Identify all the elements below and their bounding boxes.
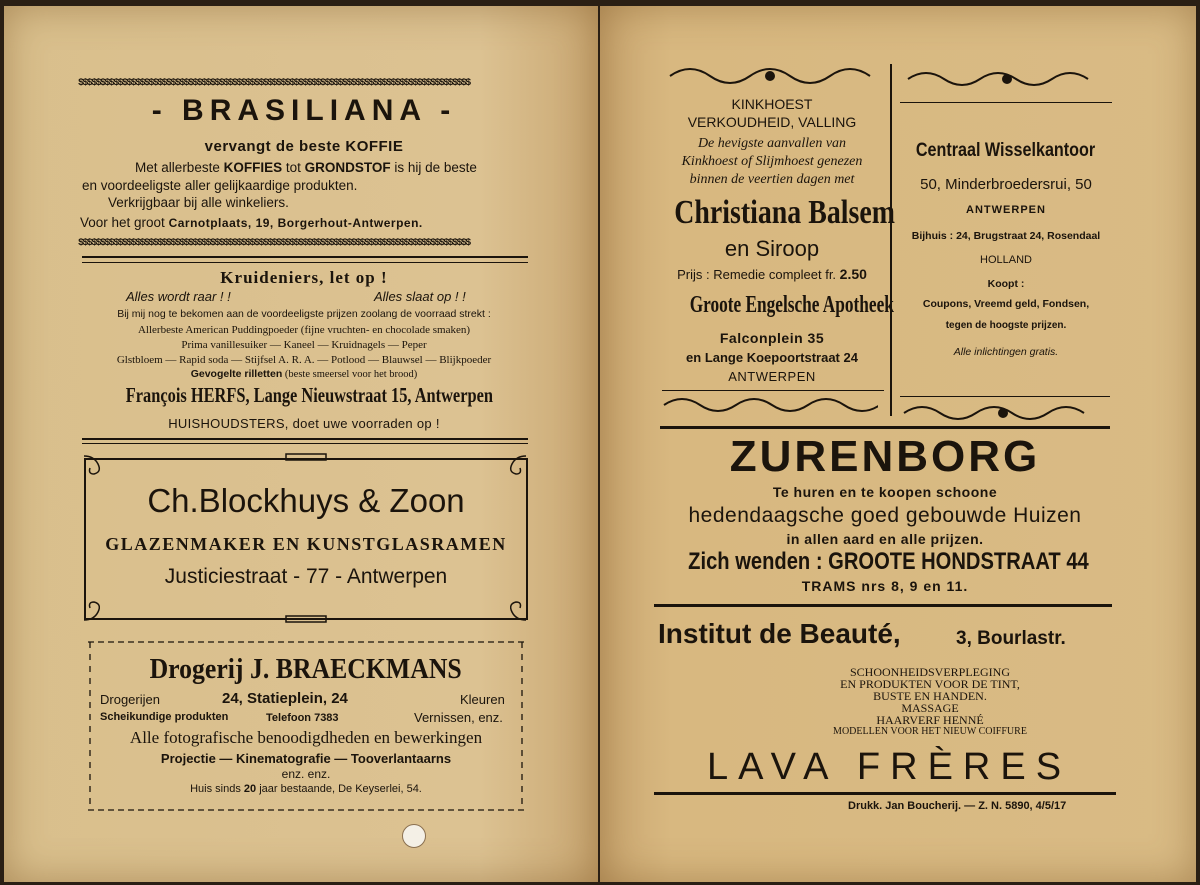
braeckmans-row1-right: Kleuren <box>460 692 505 707</box>
wissel-country: HOLLAND <box>980 254 1032 266</box>
brasiliana-line2: en voordeeligste aller gelijkaardige produkten. <box>82 178 358 193</box>
wissel-prices: tegen de hoogste prijzen. <box>945 320 1067 331</box>
scroll-ornament-icon <box>904 68 1110 90</box>
braeckmans-row2-right: Vernissen, enz. <box>414 710 503 725</box>
balsem-brand: Christiana Balsem <box>674 194 895 231</box>
brasiliana-line3: Verkrijgbaar bij alle winkeliers. <box>108 195 289 210</box>
wissel-address: 50, Minderbroedersrui, 50 <box>920 176 1092 193</box>
beaute-address: 3, Bourlastr. <box>956 628 1066 649</box>
divider <box>660 426 1110 429</box>
zurenborg-title: ZURENBORG <box>729 432 1041 481</box>
divider <box>654 604 1112 607</box>
herfs-name: François HERFS, Lange Nieuwstraat 15, Antwerpen <box>125 383 493 407</box>
beaute-l3: BUSTE EN HANDEN. <box>873 689 987 703</box>
scroll-ornament-icon <box>900 402 1106 424</box>
wissel-buys: Koopt : <box>987 278 1025 290</box>
balsem-price: Prijs : Remedie compleet fr. 2.50 <box>677 266 867 282</box>
beaute-title: Institut de Beauté, <box>658 618 901 649</box>
braeckmans-name: Drogerij J. BRAECKMANS <box>149 654 463 685</box>
brasiliana-line4: Voor het groot Carnotplaats, 19, Borgerhout-Antwerpen. <box>80 215 423 230</box>
wissel-items: Coupons, Vreemd geld, Fondsen, <box>922 298 1090 310</box>
left-page <box>4 6 598 882</box>
divider <box>900 102 1112 103</box>
balsem-brand2: en Siroop <box>724 236 820 261</box>
dollar-border-bottom: $$$$$$$$$$$$$$$$$$$$$$$$$$$$$$$$$$$$$$$$$$$$$$$$$$$$$$$$$$$$$$$$$$$$$$$$$$$$$$$$$$$$$$$$$ <box>78 238 470 249</box>
balsem-addr1: Falconplein 35 <box>719 330 825 346</box>
wissel-branch: Bijhuis : 24, Brugstraat 24, Rosendaal <box>911 230 1101 242</box>
herfs-slogan-left: Alles wordt raar ! ! <box>126 289 231 304</box>
blockhuys-address: Justiciestraat - 77 - Antwerpen <box>164 565 448 588</box>
balsem-line2: VERKOUDHEID, VALLING <box>687 114 857 130</box>
balsem-italic3: binnen de veertien dagen met <box>689 172 855 187</box>
divider <box>82 256 528 258</box>
zurenborg-line1: Te huren en te koopen schoone <box>772 484 998 500</box>
braeckmans-line4: Projectie — Kinematografie — Tooverlantaarns <box>160 751 452 766</box>
beaute-l6: MODELLEN VOOR HET NIEUW COIFFURE <box>833 726 1027 737</box>
braeckmans-line3: Alle fotografische benoodigdheden en bewerkingen <box>129 728 483 747</box>
blockhuys-trade: GLAZENMAKER EN KUNSTGLASRAMEN <box>105 534 507 554</box>
divider <box>82 438 528 440</box>
wissel-title: Centraal Wisselkantoor <box>916 140 1096 161</box>
herfs-items1: Allerbeste American Puddingpoeder (fijne vruchten- en chocolade smaken) <box>137 324 470 336</box>
printer-line: Drukk. Jan Boucherij. — Z. N. 5890, 4/5/17 <box>848 800 1067 812</box>
divider <box>900 396 1110 397</box>
divider <box>662 390 884 391</box>
right-page <box>600 6 1196 882</box>
balsem-italic2: Kinkhoest of Slijmhoest genezen <box>681 154 863 169</box>
brasiliana-subtitle: vervangt de beste KOFFIE <box>204 138 404 155</box>
scroll-ornament-icon <box>666 64 876 88</box>
balsem-addr2: en Lange Koepoortstraat 24 <box>686 350 858 365</box>
braeckmans-row1-left: Drogerijen <box>100 692 160 707</box>
herfs-items4: Gevogelte rilletten (beste smeersel voor het brood) <box>190 368 418 380</box>
braeckmans-line6: Huis sinds 20 jaar bestaande, De Keyserlei, 54. <box>190 783 422 795</box>
dollar-border-top: $$$$$$$$$$$$$$$$$$$$$$$$$$$$$$$$$$$$$$$$$$$$$$$$$$$$$$$$$$$$$$$$$$$$$$$$$$$$$$$$$$$$$$$$$ <box>78 78 470 89</box>
herfs-footer: HUISHOUDSTERS, doet uwe voorraden op ! <box>168 416 440 431</box>
herfs-intro: Bij mij nog te bekomen aan de voordeeligste prijzen zoolang de voorraad strekt : <box>117 308 491 320</box>
balsem-line1: KINKHOEST <box>731 96 813 112</box>
scroll-ornament-icon <box>660 394 878 416</box>
herfs-header: Kruideniers, let op ! <box>220 268 388 287</box>
zurenborg-line5: TRAMS nrs 8, 9 en 11. <box>801 578 969 594</box>
divider <box>654 792 1116 795</box>
beaute-l2: EN PRODUKTEN VOOR DE TINT, <box>840 677 1020 691</box>
balsem-apotheek: Groote Engelsche Apotheek <box>689 292 894 318</box>
beaute-brand: LAVA FRÈRES <box>706 746 1072 788</box>
wissel-info: Alle inlichtingen gratis. <box>953 346 1059 358</box>
braeckmans-row2-mid: Telefoon 7383 <box>266 712 339 724</box>
herfs-slogan-right: Alles slaat op ! ! <box>374 289 466 304</box>
brasiliana-line1: Met allerbeste KOFFIES tot GRONDSTOF is hij de beste <box>135 160 477 175</box>
balsem-city: ANTWERPEN <box>728 369 816 384</box>
punch-hole <box>402 824 426 848</box>
brasiliana-title: - BRASILIANA - <box>151 94 457 127</box>
braeckmans-row2-left: Scheikundige produkten <box>100 711 229 723</box>
braeckmans-line5: enz. enz. <box>281 767 331 781</box>
divider <box>82 443 528 444</box>
braeckmans-row1-mid: 24, Statieplein, 24 <box>222 690 348 707</box>
zurenborg-line3: in allen aard en alle prijzen. <box>786 531 984 547</box>
blockhuys-name: Ch.Blockhuys & Zoon <box>147 482 465 519</box>
divider <box>82 262 528 263</box>
wissel-city: ANTWERPEN <box>966 204 1046 216</box>
zurenborg-line4: Zich wenden : GROOTE HONDSTRAAT 44 <box>688 548 1089 575</box>
herfs-items3: Glstbloem — Rapid soda — Stijfsel A. R. A. — Potlood — Blauwsel — Blijkpoeder <box>116 354 492 366</box>
balsem-italic1: De hevigste aanvallen van <box>697 136 847 151</box>
zurenborg-line2: hedendaagsche goed gebouwde Huizen <box>688 504 1082 527</box>
herfs-items2: Prima vanillesuiker — Kaneel — Kruidnagels — Peper <box>181 339 427 351</box>
beaute-l4: MASSAGE <box>901 701 959 715</box>
beaute-l5: HAARVERF HENNÉ <box>876 713 984 727</box>
beaute-l1: SCHOONHEIDSVERPLEGING <box>849 665 1010 679</box>
